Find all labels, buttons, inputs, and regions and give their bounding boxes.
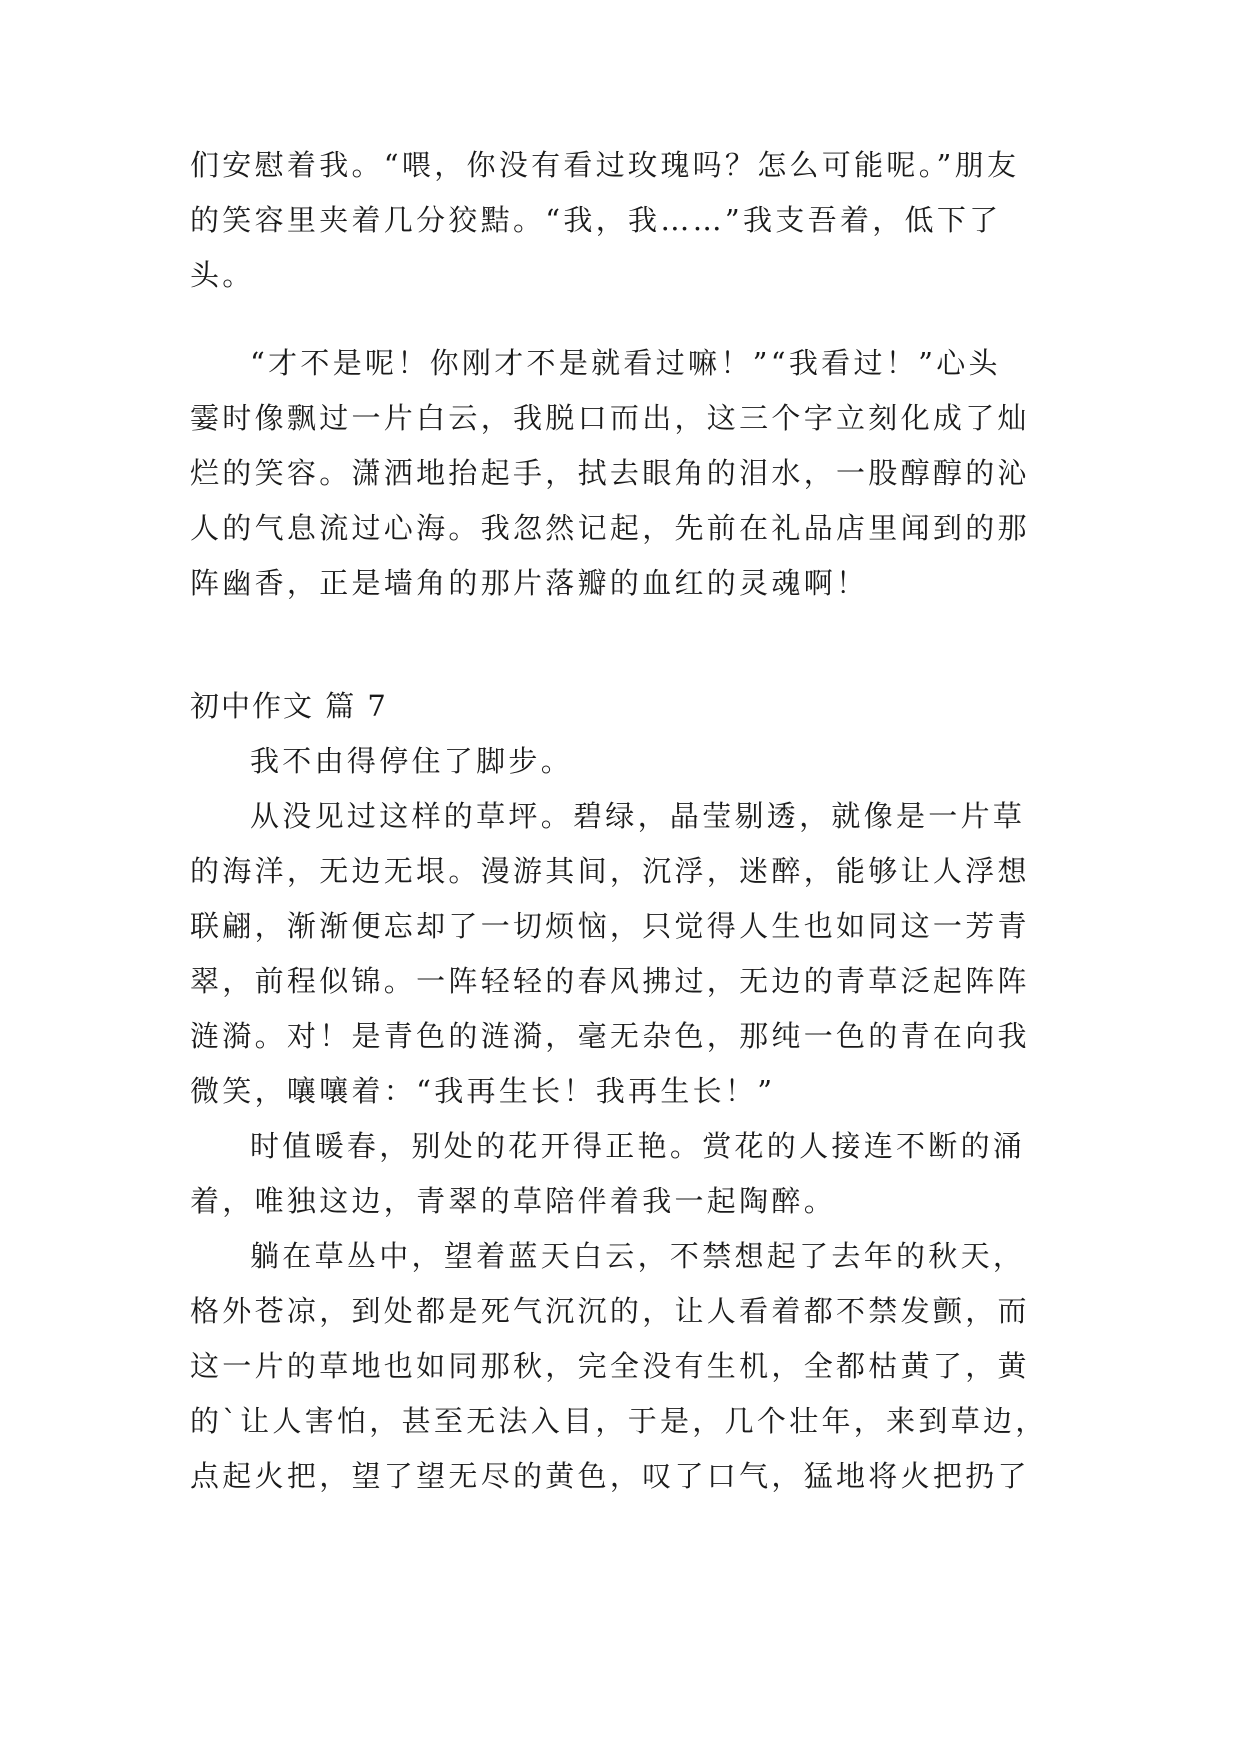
text-line: 阵幽香，正是墙角的那片落瓣的血红的灵魂啊！ [190,566,869,600]
text-line: 翠，前程似锦。一阵轻轻的春风拂过，无边的青草泛起阵阵 [190,964,1030,998]
text-line: 霎时像飘过一片白云，我脱口而出，这三个字立刻化成了灿 [190,401,1030,435]
text-line: 微笑，嚷嚷着：“我再生长！我再生长！” [190,1074,776,1108]
text-line: 的笑容里夹着几分狡黠。“我，我……”我支吾着，低下了 [190,203,1002,237]
text-line: 头。 [190,258,255,292]
text-line: 我不由得停住了脚步。 [250,744,574,778]
text-line: “才不是呢！你刚才不是就看过嘛！”“我看过！”心头 [250,346,1001,380]
text-line: 们安慰着我。“喂，你没有看过玫瑰吗？怎么可能呢。”朋友 [190,148,1020,182]
text-line: 烂的笑容。潇洒地抬起手，拭去眼角的泪水，一股醇醇的沁 [190,456,1030,490]
text-line: 的`让人害怕，甚至无法入目，于是，几个壮年，来到草边， [190,1404,1048,1438]
text-line: 格外苍凉，到处都是死气沉沉的，让人看着都不禁发颤，而 [190,1294,1030,1328]
text-line: 从没见过这样的草坪。碧绿，晶莹剔透，就像是一片草 [250,799,1026,833]
text-line: 涟漪。对！是青色的涟漪，毫无杂色，那纯一色的青在向我 [190,1019,1030,1053]
text-line: 这一片的草地也如同那秋，完全没有生机，全都枯黄了，黄 [190,1349,1030,1383]
text-line: 着，唯独这边，青翠的草陪伴着我一起陶醉。 [190,1184,837,1218]
text-line: 时值暖春，别处的花开得正艳。赏花的人接连不断的涌 [250,1129,1026,1163]
text-line: 点起火把，望了望无尽的黄色，叹了口气，猛地将火把扔了 [190,1459,1030,1493]
text-line: 的海洋，无边无垠。漫游其间，沉浮，迷醉，能够让人浮想 [190,854,1030,888]
text-line: 联翩，渐渐便忘却了一切烦恼，只觉得人生也如同这一芳青 [190,909,1030,943]
text-line: 人的气息流过心海。我忽然记起，先前在礼品店里闻到的那 [190,511,1030,545]
section-title: 初中作文 篇 7 [190,689,388,723]
text-line: 躺在草丛中，望着蓝天白云，不禁想起了去年的秋天， [250,1239,1026,1273]
